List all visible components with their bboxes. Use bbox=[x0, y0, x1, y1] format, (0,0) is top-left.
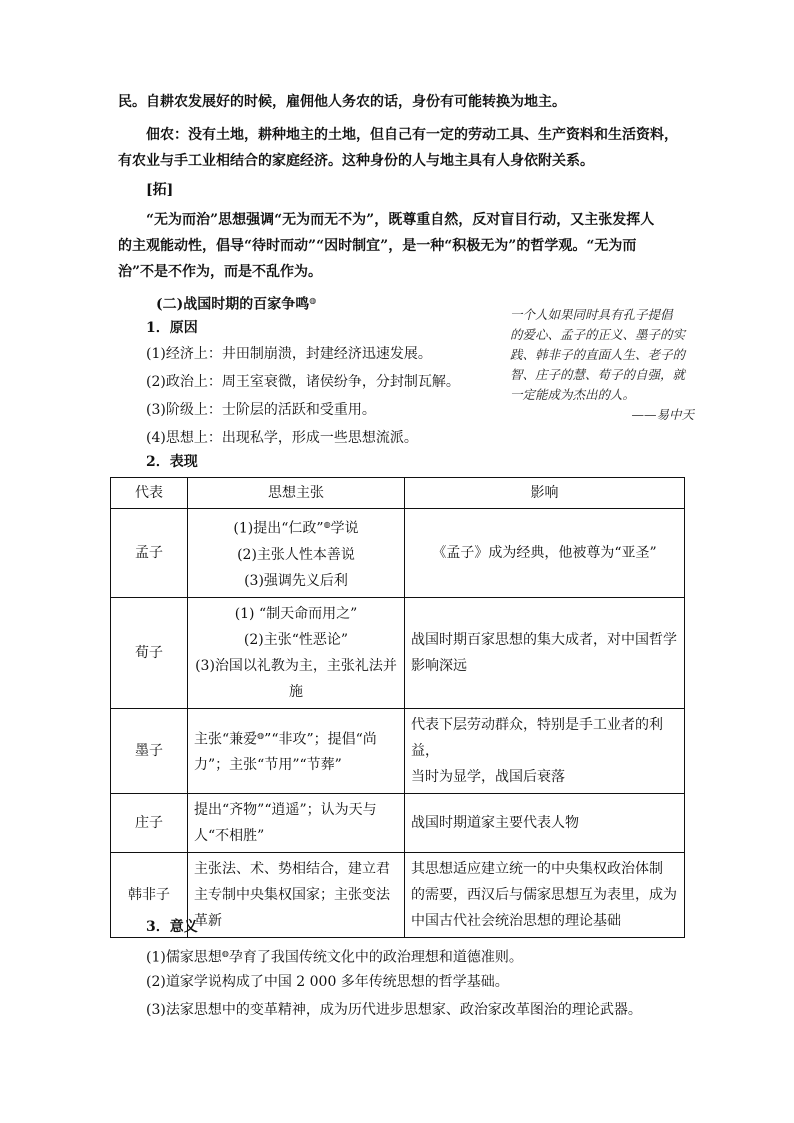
hundred-schools-table bbox=[110, 477, 685, 938]
impact-line: 的需要，西汉后与儒家思想互为表里，成为 bbox=[411, 886, 677, 903]
cell-impact bbox=[405, 708, 685, 793]
table-row bbox=[111, 509, 685, 598]
idea-text: (1)提出“仁政” bbox=[233, 520, 324, 537]
cell-ideas bbox=[188, 597, 405, 708]
handwritten-quote bbox=[510, 305, 700, 425]
idea-line: 革新 bbox=[194, 912, 222, 929]
idea-text: 主张“兼爱 bbox=[194, 731, 258, 748]
significance-2: (2)道家学说构成了中国 2 000 多年传统思想的哲学基础。 bbox=[146, 974, 509, 990]
significance-3: (3)法家思想中的变革精神，成为历代进步思想家、政治家改革图治的理论武器。 bbox=[146, 1002, 642, 1018]
table-row bbox=[111, 597, 685, 708]
table-row bbox=[111, 793, 685, 852]
expand-tag: [拓] bbox=[146, 182, 174, 198]
cause-4: (4)思想上：出现私学，形成一些思想流派。 bbox=[146, 430, 418, 446]
heading-manifestation: 2．表现 bbox=[146, 454, 198, 470]
header-ideas: 思想主张 bbox=[188, 478, 405, 509]
idea-line: 提出“齐物”“逍遥”；认为天与 bbox=[194, 801, 377, 818]
cause-1: (1)经济上：井田制崩溃，封建经济迅速发展。 bbox=[146, 346, 432, 362]
cell-impact: 战国时期道家主要代表人物 bbox=[405, 793, 685, 852]
table-header-row bbox=[111, 478, 685, 509]
idea-line: 人“不相胜” bbox=[194, 827, 265, 844]
cell-ideas bbox=[188, 793, 405, 852]
intro-line-1: 民。自耕农发展好的时候，雇佣他人务农的话，身份有可能转换为地主。 bbox=[118, 94, 566, 110]
impact-line: 代表下层劳动群众，特别是手工业者的利益， bbox=[411, 716, 663, 759]
cell-impact bbox=[405, 597, 685, 708]
idea-line bbox=[194, 512, 398, 542]
header-representative: 代表 bbox=[111, 478, 188, 509]
heading-causes: 1．原因 bbox=[146, 320, 198, 336]
idea-text: 学说 bbox=[330, 520, 359, 537]
idea-line: 主张法、术、势相结合，建立君 bbox=[194, 860, 390, 877]
idea-line: (2)主张人性本善说 bbox=[237, 546, 355, 563]
idea-line: 力”；主张“节用”“节葬” bbox=[194, 757, 342, 774]
impact-line: 其思想适应建立统一的中央集权政治体制 bbox=[411, 860, 663, 877]
table-row bbox=[111, 708, 685, 793]
idea-text: ”“非攻”；提倡“尚 bbox=[264, 731, 377, 748]
annotation-marker-icon: ◍ bbox=[257, 730, 265, 740]
idea-line: (2)主张“性恶论” bbox=[243, 631, 349, 648]
heading-significance: 3．意义 bbox=[146, 919, 198, 935]
cause-2: (2)政治上：周王室衰微，诸侯纷争，分封制瓦解。 bbox=[146, 374, 460, 390]
cell-ideas bbox=[188, 509, 405, 598]
impact-line: 中国古代社会统治思想的理论基础 bbox=[411, 912, 621, 929]
quote-line: 践、韩非子的直面人生、老子的 bbox=[510, 347, 686, 362]
impact-line: 战国时期百家思想的集大成者，对中国哲学 bbox=[411, 631, 677, 648]
intro-line-3: 有农业与手工业相结合的家庭经济。这种身份的人与地主具有人身依附关系。 bbox=[118, 153, 594, 169]
impact-line: 当时为显学，战国后衰落 bbox=[411, 768, 565, 785]
cell-ideas bbox=[188, 852, 405, 937]
idea-line: (3)强调先义后利 bbox=[244, 572, 348, 589]
cell-impact bbox=[405, 852, 685, 937]
cell-name: 孟子 bbox=[111, 509, 188, 598]
quote-signature: ——易中天 bbox=[631, 407, 694, 422]
quote-line: 智、庄子的慧、荀子的自强，就 bbox=[510, 367, 686, 382]
annotation-marker-icon: ◍ bbox=[323, 520, 331, 529]
cause-3: (3)阶级上：士阶层的活跃和受重用。 bbox=[146, 402, 376, 418]
header-influence: 影响 bbox=[405, 478, 685, 509]
intro-line-4: “无为而治”思想强调“无为而无不为”，既尊重自然，反对盲目行动，又主张发挥人 bbox=[146, 212, 655, 228]
section-title bbox=[156, 290, 316, 315]
annotation-marker-icon: ◍ bbox=[221, 949, 229, 958]
cell-name: 墨子 bbox=[111, 708, 188, 793]
cell-name: 荀子 bbox=[111, 597, 188, 708]
significance-1 bbox=[146, 944, 523, 968]
idea-line bbox=[194, 723, 398, 753]
intro-line-2: 佃农：没有土地，耕种地主的土地，但自己有一定的劳动工具、生产资料和生活资料， bbox=[146, 127, 678, 143]
idea-line: 主专制中央集权国家；主张变法 bbox=[194, 886, 390, 903]
section-title-text: (二)战国时期的百家争鸣 bbox=[156, 296, 310, 313]
intro-line-5: 的主观能动性，倡导“待时而动”“因时制宜”，是一种“积极无为”的哲学观。“无为而 bbox=[118, 238, 637, 254]
significance-text: (1)儒家思想 bbox=[146, 949, 222, 966]
annotation-marker-icon: ◍ bbox=[309, 295, 317, 305]
impact-line: 影响深远 bbox=[411, 657, 467, 674]
significance-text: 孕育了我国传统文化中的政治理想和道德准则。 bbox=[228, 949, 523, 966]
quote-line: 一定能成为杰出的人。 bbox=[510, 387, 636, 402]
idea-line: (1) “制天命而用之” bbox=[234, 605, 358, 622]
cell-impact: 《孟子》成为经典，他被尊为“亚圣” bbox=[405, 509, 685, 598]
quote-line: 的爱心、孟子的正义、墨子的实 bbox=[510, 327, 686, 342]
cell-name: 庄子 bbox=[111, 793, 188, 852]
idea-line: (3)治国以礼教为主，主张礼法并 bbox=[195, 657, 397, 674]
quote-line: 一个人如果同时具有孔子提倡 bbox=[510, 307, 673, 322]
idea-line: 施 bbox=[289, 683, 303, 700]
cell-name: 韩非子 bbox=[111, 852, 188, 937]
intro-line-6: 治”不是不作为，而是不乱作为。 bbox=[118, 264, 323, 280]
cell-ideas bbox=[188, 708, 405, 793]
